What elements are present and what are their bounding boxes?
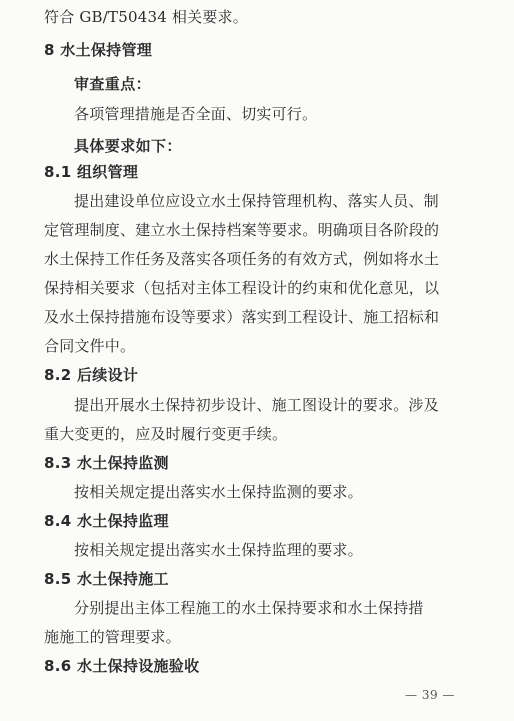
page-number: — 39 — [405,688,455,702]
body-text-line: 符合 GB/T50434 相关要求。 [44,8,248,26]
body-text-line: 合同文件中。 [44,337,136,355]
section-heading-8: 8 水土保持管理 [44,41,153,59]
body-text-line: 定管理制度、建立水土保持档案等要求。明确项目各阶段的 [44,221,440,239]
body-text-line: 及水土保持措施布设等要求）落实到工程设计、施工招标和 [44,308,440,326]
body-text-line: 保持相关要求（包括对主体工程设计的约束和优化意见，以 [44,279,440,297]
body-text-line: 分别提出主体工程施工的水土保持要求和水土保持措 [74,599,424,617]
specific-requirements-heading: 具体要求如下： [74,137,182,155]
body-text-line: 重大变更的，应及时履行变更手续。 [44,425,288,443]
section-heading-8-3: 8.3 水土保持监测 [44,454,169,472]
body-text-line: 提出建设单位应设立水土保持管理机构、落实人员、制 [74,192,439,210]
body-text-line: 各项管理措施是否全面、切实可行。 [74,105,318,123]
section-heading-8-6: 8.6 水土保持设施验收 [44,657,200,675]
section-heading-8-4: 8.4 水土保持监理 [44,512,169,530]
review-focus-heading: 审查重点： [74,75,152,93]
body-text-line: 提出开展水土保持初步设计、施工图设计的要求。涉及 [74,396,439,414]
section-heading-8-5: 8.5 水土保持施工 [44,570,169,588]
body-text-line: 按相关规定提出落实水土保持监测的要求。 [74,483,363,501]
section-heading-8-2: 8.2 后续设计 [44,366,139,384]
section-heading-8-1: 8.1 组织管理 [44,163,139,181]
body-text-line: 按相关规定提出落实水土保持监理的要求。 [74,541,363,559]
body-text-line: 施施工的管理要求。 [44,628,181,646]
body-text-line: 水土保持工作任务及落实各项任务的有效方式，例如将水土 [44,250,440,268]
